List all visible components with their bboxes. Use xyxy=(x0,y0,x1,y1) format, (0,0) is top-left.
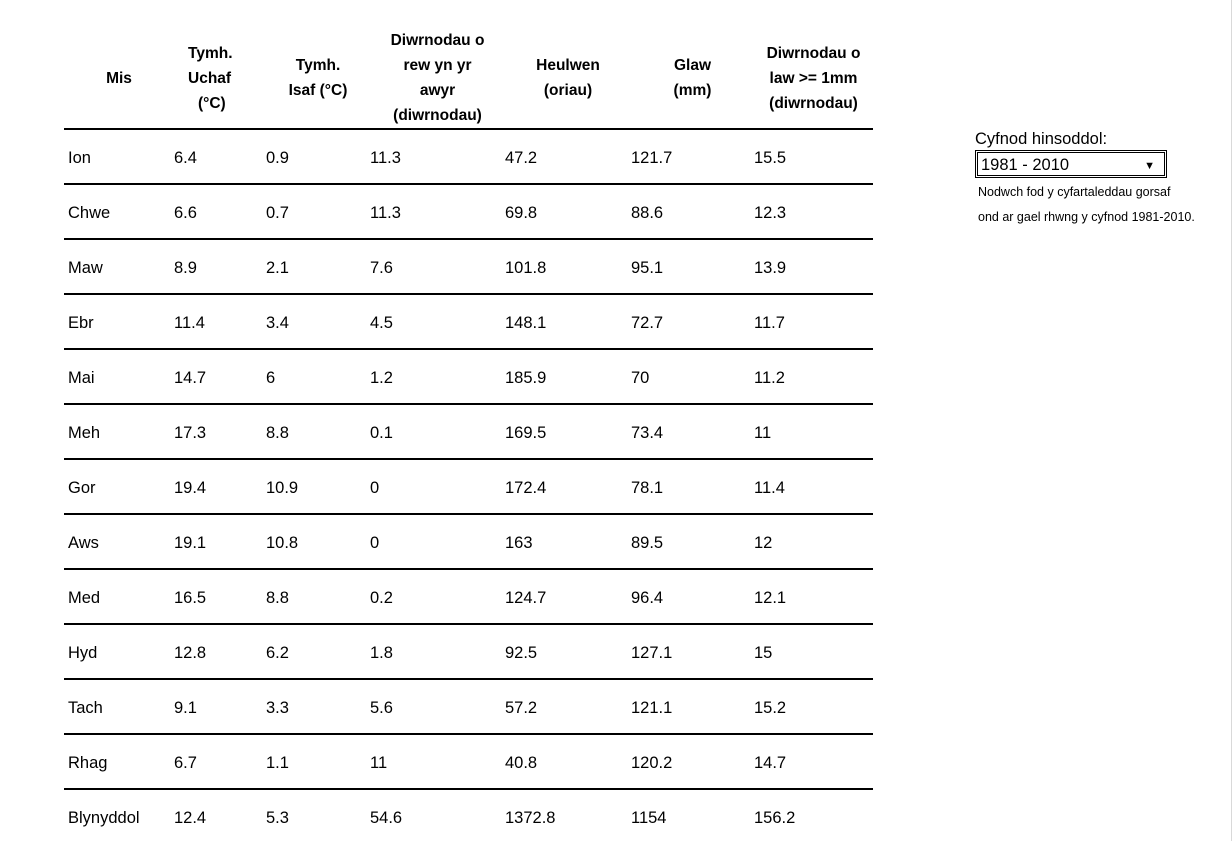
cell-frost-days: 1.2 xyxy=(370,349,505,404)
table-body xyxy=(64,129,873,841)
cell-sunshine: 124.7 xyxy=(505,569,631,624)
cell-max-temp: 11.4 xyxy=(174,294,266,349)
cell-sunshine: 185.9 xyxy=(505,349,631,404)
cell-rain-days: 14.7 xyxy=(754,734,873,789)
cell-frost-days: 11.3 xyxy=(370,184,505,239)
cell-rainfall: 78.1 xyxy=(631,459,754,514)
cell-rain-days: 15.2 xyxy=(754,679,873,734)
cell-month: Hyd xyxy=(64,624,174,679)
cell-month: Blynyddol xyxy=(64,789,174,841)
cell-sunshine: 57.2 xyxy=(505,679,631,734)
cell-max-temp: 16.5 xyxy=(174,569,266,624)
cell-min-temp: 8.8 xyxy=(266,569,370,624)
cell-month: Med xyxy=(64,569,174,624)
cell-month: Tach xyxy=(64,679,174,734)
table-row xyxy=(64,569,873,624)
cell-sunshine: 169.5 xyxy=(505,404,631,459)
cell-max-temp: 9.1 xyxy=(174,679,266,734)
cell-min-temp: 6 xyxy=(266,349,370,404)
cell-sunshine: 40.8 xyxy=(505,734,631,789)
cell-rainfall: 121.7 xyxy=(631,129,754,184)
table-row xyxy=(64,239,873,294)
cell-sunshine: 101.8 xyxy=(505,239,631,294)
cell-max-temp: 6.7 xyxy=(174,734,266,789)
cell-month: Mai xyxy=(64,349,174,404)
cell-frost-days: 0 xyxy=(370,514,505,569)
cell-frost-days: 11 xyxy=(370,734,505,789)
table-row xyxy=(64,459,873,514)
cell-sunshine: 47.2 xyxy=(505,129,631,184)
cell-min-temp: 6.2 xyxy=(266,624,370,679)
triangle-down-icon: ▼ xyxy=(1144,160,1155,172)
cell-rain-days: 15 xyxy=(754,624,873,679)
cell-frost-days: 4.5 xyxy=(370,294,505,349)
cell-month: Maw xyxy=(64,239,174,294)
cell-sunshine: 148.1 xyxy=(505,294,631,349)
cell-min-temp: 0.7 xyxy=(266,184,370,239)
cell-month: Chwe xyxy=(64,184,174,239)
cell-frost-days: 54.6 xyxy=(370,789,505,841)
climate-period-select[interactable] xyxy=(977,152,1165,176)
table-row xyxy=(64,184,873,239)
cell-min-temp: 5.3 xyxy=(266,789,370,841)
cell-rainfall: 73.4 xyxy=(631,404,754,459)
cell-rain-days: 11 xyxy=(754,404,873,459)
cell-sunshine: 163 xyxy=(505,514,631,569)
cell-rain-days: 12 xyxy=(754,514,873,569)
table-row xyxy=(64,129,873,184)
cell-frost-days: 1.8 xyxy=(370,624,505,679)
cell-min-temp: 8.8 xyxy=(266,404,370,459)
table-row xyxy=(64,404,873,459)
table-row xyxy=(64,679,873,734)
header-sunshine: Heulwen (oriau) xyxy=(505,28,631,129)
table-row xyxy=(64,734,873,789)
cell-rain-days: 12.1 xyxy=(754,569,873,624)
header-rainfall: Glaw (mm) xyxy=(631,28,754,129)
header-row xyxy=(64,28,873,129)
table-row xyxy=(64,349,873,404)
cell-min-temp: 0.9 xyxy=(266,129,370,184)
cell-max-temp: 17.3 xyxy=(174,404,266,459)
cell-rainfall: 120.2 xyxy=(631,734,754,789)
cell-rainfall: 121.1 xyxy=(631,679,754,734)
cell-min-temp: 1.1 xyxy=(266,734,370,789)
cell-month: Meh xyxy=(64,404,174,459)
climate-period-label: Cyfnod hinsoddol: xyxy=(975,130,1108,148)
note-line-2: ond ar gael rhwng y cyfnod 1981-2010. xyxy=(978,210,1195,224)
cell-max-temp: 12.4 xyxy=(174,789,266,841)
table-row xyxy=(64,294,873,349)
cell-frost-days: 0.2 xyxy=(370,569,505,624)
cell-min-temp: 2.1 xyxy=(266,239,370,294)
cell-max-temp: 19.4 xyxy=(174,459,266,514)
cell-rain-days: 11.7 xyxy=(754,294,873,349)
station-averages-note xyxy=(978,180,1228,230)
header-min-temp: Tymh. Isaf (°C) xyxy=(266,28,370,129)
header-mis: Mis xyxy=(64,28,174,129)
cell-month: Ebr xyxy=(64,294,174,349)
cell-max-temp: 19.1 xyxy=(174,514,266,569)
table-row xyxy=(64,624,873,679)
cell-month: Aws xyxy=(64,514,174,569)
cell-max-temp: 6.4 xyxy=(174,129,266,184)
cell-rainfall: 88.6 xyxy=(631,184,754,239)
header-frost-days: Diwrnodau o rew yn yr awyr (diwrnodau) xyxy=(370,28,505,129)
cell-max-temp: 14.7 xyxy=(174,349,266,404)
cell-month: Ion xyxy=(64,129,174,184)
cell-month: Gor xyxy=(64,459,174,514)
cell-rain-days: 12.3 xyxy=(754,184,873,239)
header-rain-days: Diwrnodau o law >= 1mm (diwrnodau) xyxy=(754,28,873,129)
table-row xyxy=(64,514,873,569)
cell-rainfall: 95.1 xyxy=(631,239,754,294)
cell-rainfall: 127.1 xyxy=(631,624,754,679)
cell-min-temp: 10.9 xyxy=(266,459,370,514)
cell-max-temp: 8.9 xyxy=(174,239,266,294)
cell-month: Rhag xyxy=(64,734,174,789)
cell-rainfall: 70 xyxy=(631,349,754,404)
cell-frost-days: 7.6 xyxy=(370,239,505,294)
cell-frost-days: 5.6 xyxy=(370,679,505,734)
cell-rain-days: 13.9 xyxy=(754,239,873,294)
cell-rain-days: 11.2 xyxy=(754,349,873,404)
cell-sunshine: 1372.8 xyxy=(505,789,631,841)
table-header xyxy=(64,28,873,129)
climate-period-selected-value: 1981 - 2010 xyxy=(981,156,1070,174)
cell-rain-days: 15.5 xyxy=(754,129,873,184)
cell-rainfall: 1154 xyxy=(631,789,754,841)
cell-min-temp: 3.3 xyxy=(266,679,370,734)
cell-rain-days: 11.4 xyxy=(754,459,873,514)
cell-sunshine: 92.5 xyxy=(505,624,631,679)
cell-frost-days: 0.1 xyxy=(370,404,505,459)
cell-frost-days: 11.3 xyxy=(370,129,505,184)
climate-table xyxy=(64,28,873,841)
cell-rainfall: 96.4 xyxy=(631,569,754,624)
cell-max-temp: 12.8 xyxy=(174,624,266,679)
cell-frost-days: 0 xyxy=(370,459,505,514)
cell-rain-days: 156.2 xyxy=(754,789,873,841)
table-row xyxy=(64,789,873,841)
cell-max-temp: 6.6 xyxy=(174,184,266,239)
climate-period-panel xyxy=(975,128,1225,230)
cell-min-temp: 10.8 xyxy=(266,514,370,569)
cell-rainfall: 89.5 xyxy=(631,514,754,569)
header-max-temp: Tymh. Uchaf (°C) xyxy=(174,28,266,129)
cell-rainfall: 72.7 xyxy=(631,294,754,349)
cell-min-temp: 3.4 xyxy=(266,294,370,349)
cell-sunshine: 69.8 xyxy=(505,184,631,239)
cell-sunshine: 172.4 xyxy=(505,459,631,514)
note-line-1: Nodwch fod y cyfartaleddau gorsaf xyxy=(978,185,1171,199)
